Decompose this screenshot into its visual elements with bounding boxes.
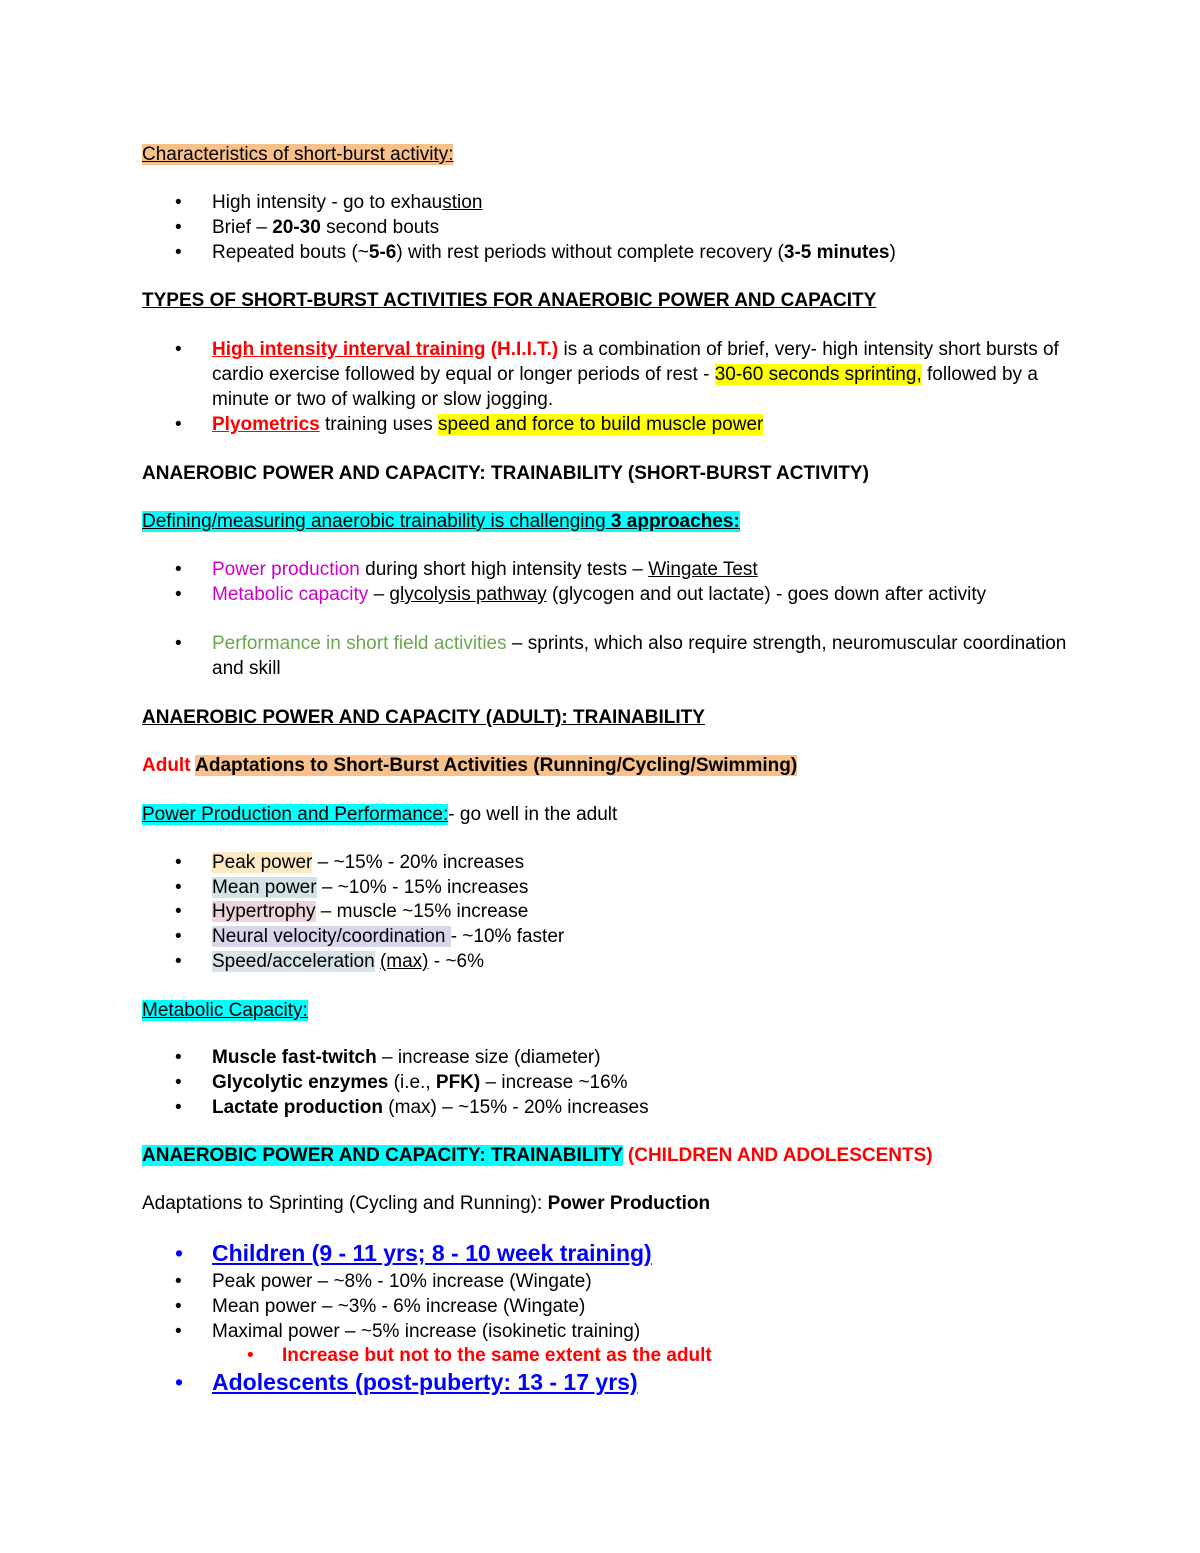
trainability-short-burst-heading: ANAEROBIC POWER AND CAPACITY: TRAINABILITY (SHORT-BURST ACTIVITY) [142, 463, 869, 484]
measuring-trainability-heading: Defining/measuring anaerobic trainability is challenging 3 approaches: [142, 511, 740, 532]
adult-trainability-heading: ANAEROBIC POWER AND CAPACITY (ADULT): TRAINABILITY [142, 707, 705, 728]
children-adolescents-heading: ANAEROBIC POWER AND CAPACITY: TRAINABILITY (CHILDREN AND ADOLESCENTS) [142, 1145, 933, 1166]
short-burst-characteristics-heading: Characteristics of short-burst activity: [142, 144, 454, 165]
adult-adaptations-heading: Adult Adaptations to Short-Burst Activities (Running/Cycling/Swimming) [142, 755, 798, 776]
types-heading: TYPES OF SHORT-BURST ACTIVITIES FOR ANAEROBIC POWER AND CAPACITY [142, 290, 877, 311]
power-production-heading: Power Production and Performance:- go well in the adult [142, 804, 618, 825]
metabolic-capacity-heading: Metabolic Capacity: [142, 1000, 308, 1021]
document-page: Characteristics of short-burst activity: • High intensity - go to exhaustion • Brief – 20-30 second bouts • Repeated bouts (~5-6) with rest periods without complete recovery (3-5 minutes) TYPES OF SHORT-BURST ACTIVITIES FOR ANAEROBIC POWER AND CAPACITY • High intensity interval training (H.I.I.T.) is a combination of brief, very- high intensity short bursts of cardio exercise followed by equal or longer periods of rest - 30-60 seconds sprinting, followed by a minute or two of walking or slow jogging. • Plyometrics training uses speed and force to build muscle power ANAEROBIC POWER AND CAPACITY: TRAINABILITY (SHORT-BURST ACTIVITY) Defining/measuring anaerobic trainability is challenging 3 approaches: • Power production during short high intensity tests – Wingate Test • Metabolic capacity – glycolysis pathway (glycogen and out lactate) - goes down after activity • Performance in short field activities – sprints, which also require strength, neuromuscular coordination and skill ANAEROBIC POWER AND CAPACITY (ADULT): TRAINABILITY Adult Adaptations to Short-Burst Activities (Running/Cycling/Swimming) Power Production and Performance:- go well in the adult • Peak power – ~15% - 20% increases • Mean power – ~10% - 15% increases • Hypertrophy – muscle ~15% increase • Neural velocity/coordination - ~10% faster • Speed/acceleration (max) - ~6% Metabolic Capacity: • Muscle fast-twitch – increase size (diameter) • Glycolytic enzymes (i.e., PFK) – increase ~16% • Lactate production (max) – ~15% - 20% increases ANAEROBIC POWER AND CAPACITY: TRAINABILITY (CHILDREN AND ADOLESCENTS) Adaptations to Sprinting (Cycling and Running): Power Production • Children (9 - 11 yrs; 8 - 10 week training) • Peak power – ~8% - 10% increase (Wingate) • Mean power – ~3% - 6% increase (Wingate) • Maximal power – ~5% increase (isokinetic training) • Increase but not to the same extent as the adult • Adolescents (post-puberty: 13 - 17 yrs) [142, 144, 1067, 1395]
sprinting-adaptations-heading: Adaptations to Sprinting (Cycling and Running): Power Production [142, 1193, 711, 1214]
